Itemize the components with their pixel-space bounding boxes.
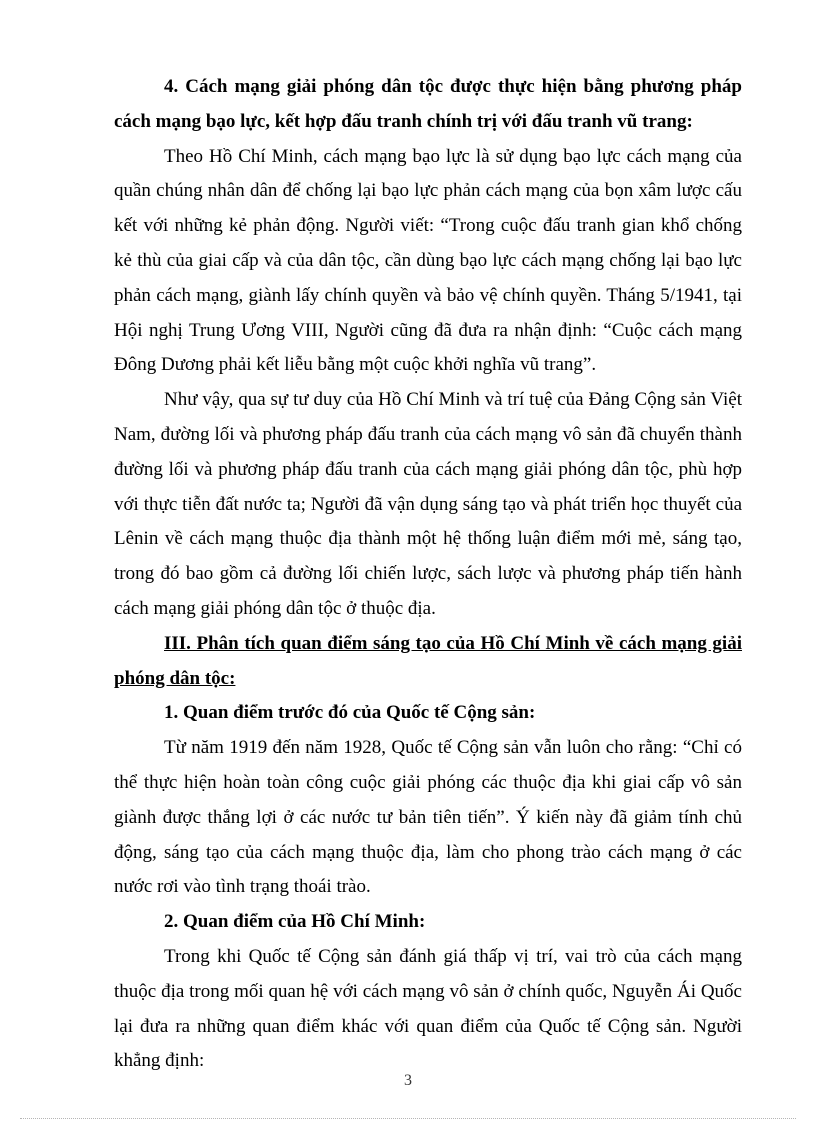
sub-heading-1: 1. Quan điểm trước đó của Quốc tế Cộng sản: [164,702,536,724]
paragraph-ho-chi-minh-view: Trong khi Quốc tế Cộng sản đánh giá thấp vị trí, vai trò của cách mạng thuộc địa trong mối quan hệ với cách mạng vô sản ở chính quốc, Nguyễn Ái Quốc lại đưa ra những quan điểm khác với quan điểm của Quốc tế Cộng sản. Người khẳng định: [114,945,742,1072]
paragraph-summary: Như vậy, qua sự tư duy của Hồ Chí Minh và trí tuệ của Đảng Cộng sản Việt Nam, đường lối và phương pháp đấu tranh của cách mạng vô sản đã chuyển thành đường lối và phương pháp đấu tranh của cách mạng giải phóng dân tộc, phù hợp với thực tiễn đất nước ta; Người đã vận dụng sáng tạo và phát triển học thuyết của Lênin về cách mạng thuộc địa thành một hệ thống luận điểm mới mẻ, sáng tạo, trong đó bao gồm cả đường lối chiến lược, sách lược và phương pháp tiến hành cách mạng giải phóng dân tộc ở thuộc địa. [114,389,742,619]
paragraph-violent-revolution: Theo Hồ Chí Minh, cách mạng bạo lực là sử dụng bạo lực cách mạng của quần chúng nhân dân để chống lại bạo lực phản cách mạng của bọn xâm lược cấu kết với những kẻ phản động. Người viết: “Trong cuộc đấu tranh gian khổ chống kẻ thù của giai cấp và của dân tộc, cần dùng bạo lực cách mạng chống lại bạo lực phản cách mạng, giành lấy chính quyền và bảo vệ chính quyền. Tháng 5/1941, tại Hội nghị Trung Ương VIII, Người cũng đã đưa ra nhận định: “Cuộc cách mạng Đông Dương phải kết liễu bằng một cuộc khởi nghĩa vũ trang”. [114,145,742,376]
sub-heading-2: 2. Quan điểm của Hồ Chí Minh: [164,911,426,933]
section-title-iii: III. Phân tích quan điểm sáng tạo của Hồ Chí Minh về cách mạng giải phóng dân tộc: [114,632,742,689]
page-number: 3 [404,1072,412,1089]
paragraph-comintern-view: Từ năm 1919 đến năm 1928, Quốc tế Cộng sản vẫn luôn cho rằng: “Chỉ có thể thực hiện hoàn toàn công cuộc giải phóng các thuộc địa khi giai cấp vô sản giành được thắng lợi ở các nước tư bản tiên tiến”. Ý kiến này đã giảm tính chủ động, sáng tạo của cách mạng thuộc địa, làm cho phong trào cách mạng ở các nước rơi vào tình trạng thoái trào. [114,737,742,898]
document-body [114,70,742,1079]
page-bottom-edge [20,1118,796,1119]
heading-section-4: 4. Cách mạng giải phóng dân tộc được thực hiện bằng phương pháp cách mạng bạo lực, kết hợp đấu tranh chính trị với đấu tranh vũ trang: [114,76,742,132]
